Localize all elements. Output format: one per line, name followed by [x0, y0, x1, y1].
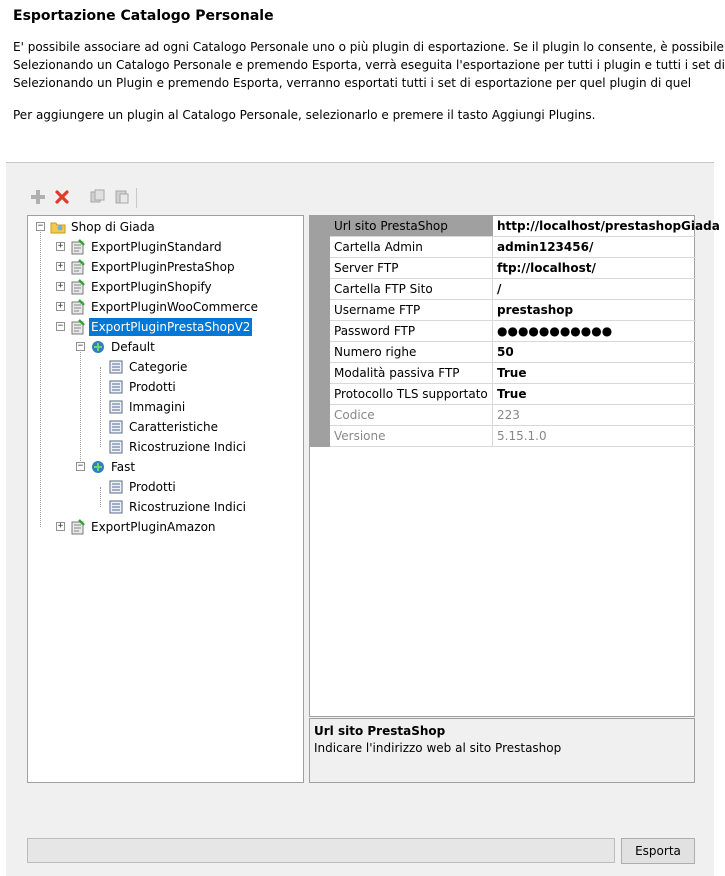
row-gutter	[310, 300, 330, 321]
tree-label: ExportPluginAmazon	[91, 520, 216, 534]
tree-label: Ricostruzione Indici	[129, 500, 246, 514]
catalog-tree[interactable]	[27, 215, 304, 783]
row-gutter	[310, 279, 330, 300]
tree-node-step[interactable]	[108, 378, 178, 396]
property-help-panel	[309, 718, 695, 783]
tree-label: Categorie	[129, 360, 188, 374]
property-name: Codice	[330, 405, 493, 426]
property-name: Cartella Admin	[330, 237, 493, 258]
plugin-icon	[70, 259, 86, 275]
property-row-selected[interactable]	[310, 216, 720, 237]
property-row[interactable]	[310, 321, 696, 342]
list-icon	[108, 439, 124, 455]
row-gutter	[310, 426, 330, 447]
plugin-icon	[70, 299, 86, 315]
tree-connector	[80, 347, 81, 467]
property-row[interactable]	[310, 342, 696, 363]
property-name: Protocollo TLS supportato	[330, 384, 493, 405]
tree-label: Fast	[111, 460, 136, 474]
tree-node-step[interactable]	[108, 478, 178, 496]
description-line: Selezionando un Plugin e premendo Esporta, verranno esportati tutti i set di esportazione per quel plugin di quel	[13, 76, 692, 90]
property-value[interactable]: admin123456/	[493, 237, 696, 258]
description-line: Selezionando un Catalogo Personale e premendo Esporta, verrà eseguita l'esportazione per tutti i plugin e tutti i set di	[13, 58, 725, 72]
expand-toggle[interactable]: +	[57, 281, 64, 291]
tree-node-export-set[interactable]	[76, 458, 137, 476]
tree-toolbar	[28, 186, 140, 208]
plugin-icon	[70, 519, 86, 535]
tree-node-step[interactable]	[108, 358, 189, 376]
toolbar-separator	[136, 188, 137, 208]
plugin-icon	[70, 319, 86, 335]
copy-icon[interactable]	[88, 186, 108, 208]
tree-label: ExportPluginWooCommerce	[91, 300, 258, 314]
property-row[interactable]	[310, 363, 696, 384]
property-name: Password FTP	[330, 321, 493, 342]
tree-label: Immagini	[129, 400, 186, 414]
tree-connector	[100, 367, 101, 447]
tree-node-step[interactable]	[108, 398, 187, 416]
property-value[interactable]: 50	[493, 342, 696, 363]
list-icon	[108, 479, 124, 495]
property-value[interactable]: http://localhost/prestashopGiada	[493, 216, 696, 237]
property-name: Cartella FTP Sito	[330, 279, 493, 300]
help-text: Indicare l'indirizzo web al sito Prestashop	[314, 741, 562, 755]
property-value[interactable]: prestashop	[493, 300, 696, 321]
property-row[interactable]	[310, 237, 696, 258]
property-value: 5.15.1.0	[493, 426, 696, 447]
tree-label: ExportPluginPrestaShopV2	[91, 320, 251, 334]
collapse-toggle[interactable]: −	[77, 461, 84, 471]
tree-label: Prodotti	[129, 380, 176, 394]
list-icon	[108, 379, 124, 395]
tree-node-step[interactable]	[108, 438, 248, 456]
row-gutter	[310, 405, 330, 426]
tree-node-plugin[interactable]	[56, 258, 237, 276]
description-text	[13, 38, 725, 92]
list-icon	[108, 359, 124, 375]
tree-node-plugin[interactable]	[56, 518, 218, 536]
property-name: Numero righe	[330, 342, 493, 363]
property-row[interactable]	[310, 279, 696, 300]
property-value[interactable]: ●●●●●●●●●●●	[493, 321, 696, 342]
property-row[interactable]	[310, 384, 696, 405]
list-icon	[108, 419, 124, 435]
tree-node-plugin-selected[interactable]	[56, 318, 252, 336]
property-name: Modalità passiva FTP	[330, 363, 493, 384]
property-grid[interactable]	[309, 215, 720, 717]
tree-node-step[interactable]	[108, 498, 248, 516]
tree-node-plugin[interactable]	[56, 298, 260, 316]
property-row-readonly	[310, 405, 696, 426]
help-title: Url sito PrestaShop	[314, 724, 446, 738]
tree-connector	[100, 487, 101, 507]
tree-node-export-set[interactable]	[76, 338, 157, 356]
expand-toggle[interactable]: +	[57, 241, 64, 251]
property-row[interactable]	[310, 300, 696, 321]
row-gutter	[310, 321, 330, 342]
property-name: Server FTP	[330, 258, 493, 279]
hint-text: Per aggiungere un plugin al Catalogo Personale, selezionarlo e premere il tasto Aggiungi Plugins.	[13, 108, 596, 122]
collapse-toggle[interactable]: −	[37, 221, 44, 231]
property-value[interactable]: True	[493, 363, 696, 384]
description-line: E' possibile associare ad ogni Catalogo Personale uno o più plugin di esportazione. Se il plugin lo consente, è possibile	[13, 40, 724, 54]
collapse-toggle[interactable]: −	[77, 341, 84, 351]
expand-toggle[interactable]: +	[57, 261, 64, 271]
tree-label: Shop di Giada	[71, 220, 155, 234]
property-value: 223	[493, 405, 696, 426]
tree-node-plugin[interactable]	[56, 278, 214, 296]
tree-label: Default	[111, 340, 155, 354]
shop-folder-icon	[50, 219, 66, 235]
row-gutter	[310, 384, 330, 405]
paste-icon[interactable]	[112, 186, 132, 208]
plugin-icon	[70, 239, 86, 255]
tree-label: Ricostruzione Indici	[129, 440, 246, 454]
property-row[interactable]	[310, 258, 696, 279]
property-name: Url sito PrestaShop	[330, 216, 493, 237]
property-value[interactable]: ftp://localhost/	[493, 258, 696, 279]
property-name: Versione	[330, 426, 493, 447]
plus-icon[interactable]	[28, 186, 48, 208]
property-name: Username FTP	[330, 300, 493, 321]
property-value[interactable]: True	[493, 384, 696, 405]
tree-label: ExportPluginPrestaShop	[91, 260, 235, 274]
collapse-toggle[interactable]: −	[57, 321, 64, 331]
row-gutter	[310, 237, 330, 258]
tree-connector	[40, 227, 41, 527]
row-gutter	[310, 363, 330, 384]
export-set-icon	[90, 459, 106, 475]
tree-label: ExportPluginStandard	[91, 240, 222, 254]
tree-label: ExportPluginShopify	[91, 280, 212, 294]
plugin-icon	[70, 279, 86, 295]
property-row-readonly	[310, 426, 696, 447]
property-value[interactable]: /	[493, 279, 696, 300]
row-gutter	[310, 342, 330, 363]
tree-node-root[interactable]	[36, 218, 157, 236]
tree-label: Caratteristiche	[129, 420, 218, 434]
progress-bar	[27, 838, 615, 863]
tree-node-plugin[interactable]	[56, 238, 224, 256]
row-gutter	[310, 216, 330, 237]
tree-node-step[interactable]	[108, 418, 220, 436]
page-title: Esportazione Catalogo Personale	[13, 8, 274, 24]
red-x-icon[interactable]	[52, 186, 72, 208]
row-gutter	[310, 258, 330, 279]
list-icon	[108, 499, 124, 515]
expand-toggle[interactable]: +	[57, 521, 64, 531]
expand-toggle[interactable]: +	[57, 301, 64, 311]
export-button[interactable]: Esporta	[621, 838, 695, 864]
tree-label: Prodotti	[129, 480, 176, 494]
list-icon	[108, 399, 124, 415]
export-set-icon	[90, 339, 106, 355]
